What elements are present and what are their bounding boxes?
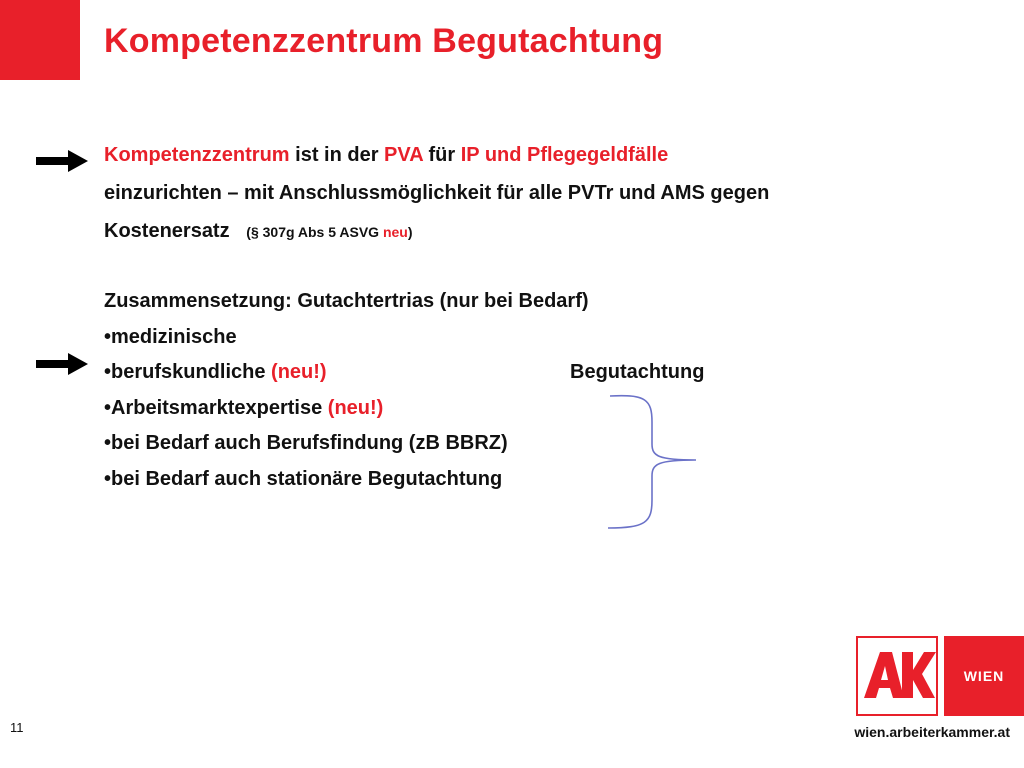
term-ip-pflegegeld: IP und Pflegegeldfälle bbox=[460, 144, 669, 166]
page-title: Kompetenzzentrum Begutachtung bbox=[104, 22, 664, 60]
corner-red-block bbox=[0, 0, 80, 80]
arrow-right-icon bbox=[36, 351, 88, 377]
slide-content bbox=[104, 136, 964, 497]
bullet-item: •medizinische bbox=[104, 325, 237, 348]
new-marker: (neu!) bbox=[271, 361, 327, 383]
bullet-item bbox=[104, 391, 964, 427]
paragraph-line-1 bbox=[104, 136, 964, 174]
term-kostenersatz: Kostenersatz bbox=[104, 220, 230, 242]
term-pva: PVA bbox=[384, 144, 423, 166]
bullet-item bbox=[104, 355, 964, 391]
spacer bbox=[104, 250, 964, 284]
bullet-text: •berufskundliche bbox=[104, 361, 272, 383]
legal-reference-text: (§ 307g Abs 5 ASVG bbox=[246, 224, 383, 240]
legal-reference-close: ) bbox=[407, 224, 413, 240]
arrow-right-icon bbox=[36, 148, 88, 174]
new-marker: (neu!) bbox=[327, 396, 384, 419]
ak-logo-icon bbox=[858, 638, 936, 714]
legal-reference-new: neu bbox=[382, 224, 408, 240]
page-number: 11 bbox=[10, 720, 24, 735]
paragraph-line-3 bbox=[104, 212, 964, 250]
bullet-text: •Arbeitsmarktexpertise bbox=[104, 396, 328, 419]
logo-city-label: WIEN bbox=[944, 636, 1024, 716]
section-heading: Zusammensetzung: Gutachtertrias (nur bei Bedarf) bbox=[104, 290, 589, 312]
term-kompetenzzentrum: Kompetenzzentrum bbox=[104, 144, 290, 166]
bullet-item: •bei Bedarf auch Berufsfindung (zB BBRZ) bbox=[104, 432, 508, 454]
bullet-item: •bei Bedarf auch stationäre Begutachtung bbox=[104, 467, 503, 490]
text-segment: für bbox=[422, 144, 461, 166]
brace-label: Begutachtung bbox=[570, 361, 705, 383]
curly-brace-icon bbox=[606, 392, 700, 532]
legal-reference bbox=[246, 224, 412, 240]
text-segment: ist in der bbox=[289, 144, 385, 166]
ak-logo bbox=[856, 636, 938, 716]
paragraph-line-2: einzurichten – mit Anschlussmöglichkeit für alle PVTr und AMS gegen bbox=[104, 182, 770, 204]
website-link[interactable]: wien.arbeiterkammer.at bbox=[854, 724, 1010, 740]
